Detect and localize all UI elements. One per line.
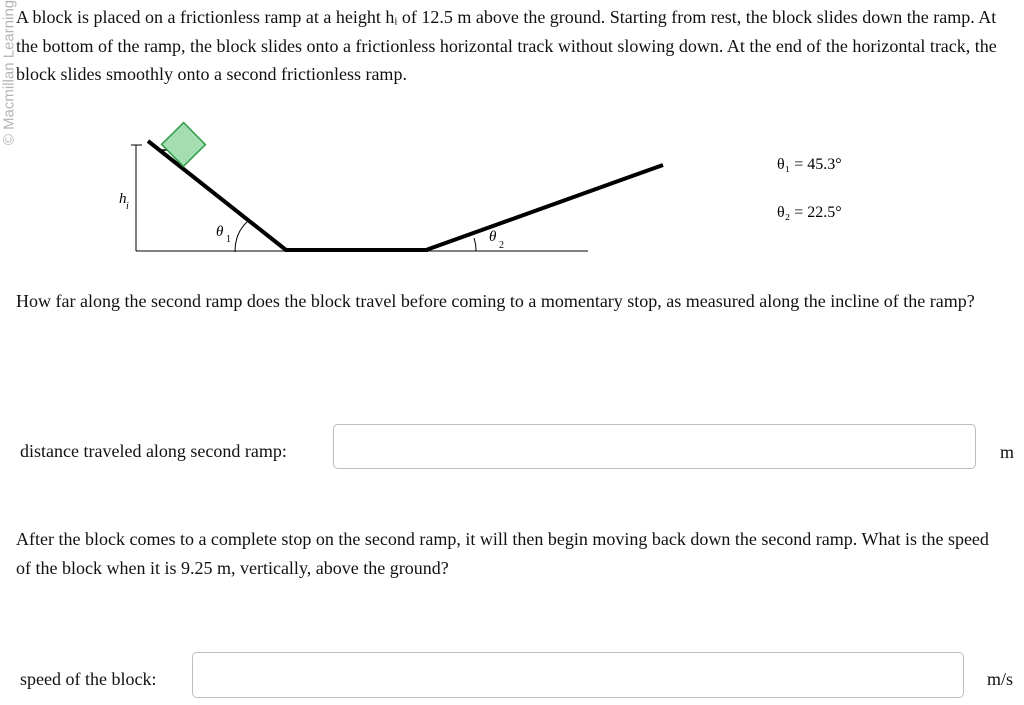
height-label-subscript: i <box>126 201 129 212</box>
copyright-watermark: © Macmillan Learning <box>0 0 18 146</box>
angle1-label: θ <box>216 224 224 240</box>
angle2-arc <box>474 238 476 251</box>
speed-label: speed of the block: <box>20 669 157 689</box>
angle1-arc <box>235 222 247 252</box>
question-2-text: After the block comes to a complete stop on the second ramp, it will then begin moving back down the second ramp. What is the speed of the block when it is 9.25 m, vertically, above the ground? <box>16 529 989 578</box>
question-1-text: How far along the second ramp does the block travel before coming to a momentary stop, as measured along the incline of the ramp? <box>16 291 975 311</box>
ramp-diagram <box>0 0 1024 285</box>
distance-label: distance traveled along second ramp: <box>20 441 287 461</box>
theta2-value: θ₂ = 22.5° <box>777 204 842 221</box>
block <box>162 123 206 167</box>
speed-input[interactable] <box>192 652 964 698</box>
distance-unit: m <box>1000 442 1015 462</box>
theta1-value: θ₁ = 45.3° <box>777 156 842 173</box>
angle2-label: θ <box>489 229 497 245</box>
speed-unit: m/s <box>987 669 1014 689</box>
problem-statement: A block is placed on a frictionless ramp at a height hᵢ of 12.5 m above the ground. Starting from rest, the block slides down the ramp. At the bottom of the ramp, the block slides onto a frictionless horizontal track without slowing down. At the end of the horizontal track, the block slides smoothly onto a second frictionless ramp. <box>16 7 997 84</box>
height-label: h <box>119 191 127 207</box>
angle1-label-subscript: 1 <box>226 234 231 245</box>
distance-input[interactable] <box>333 424 976 469</box>
angle2-label-subscript: 2 <box>499 240 504 251</box>
second-ramp <box>426 165 663 250</box>
